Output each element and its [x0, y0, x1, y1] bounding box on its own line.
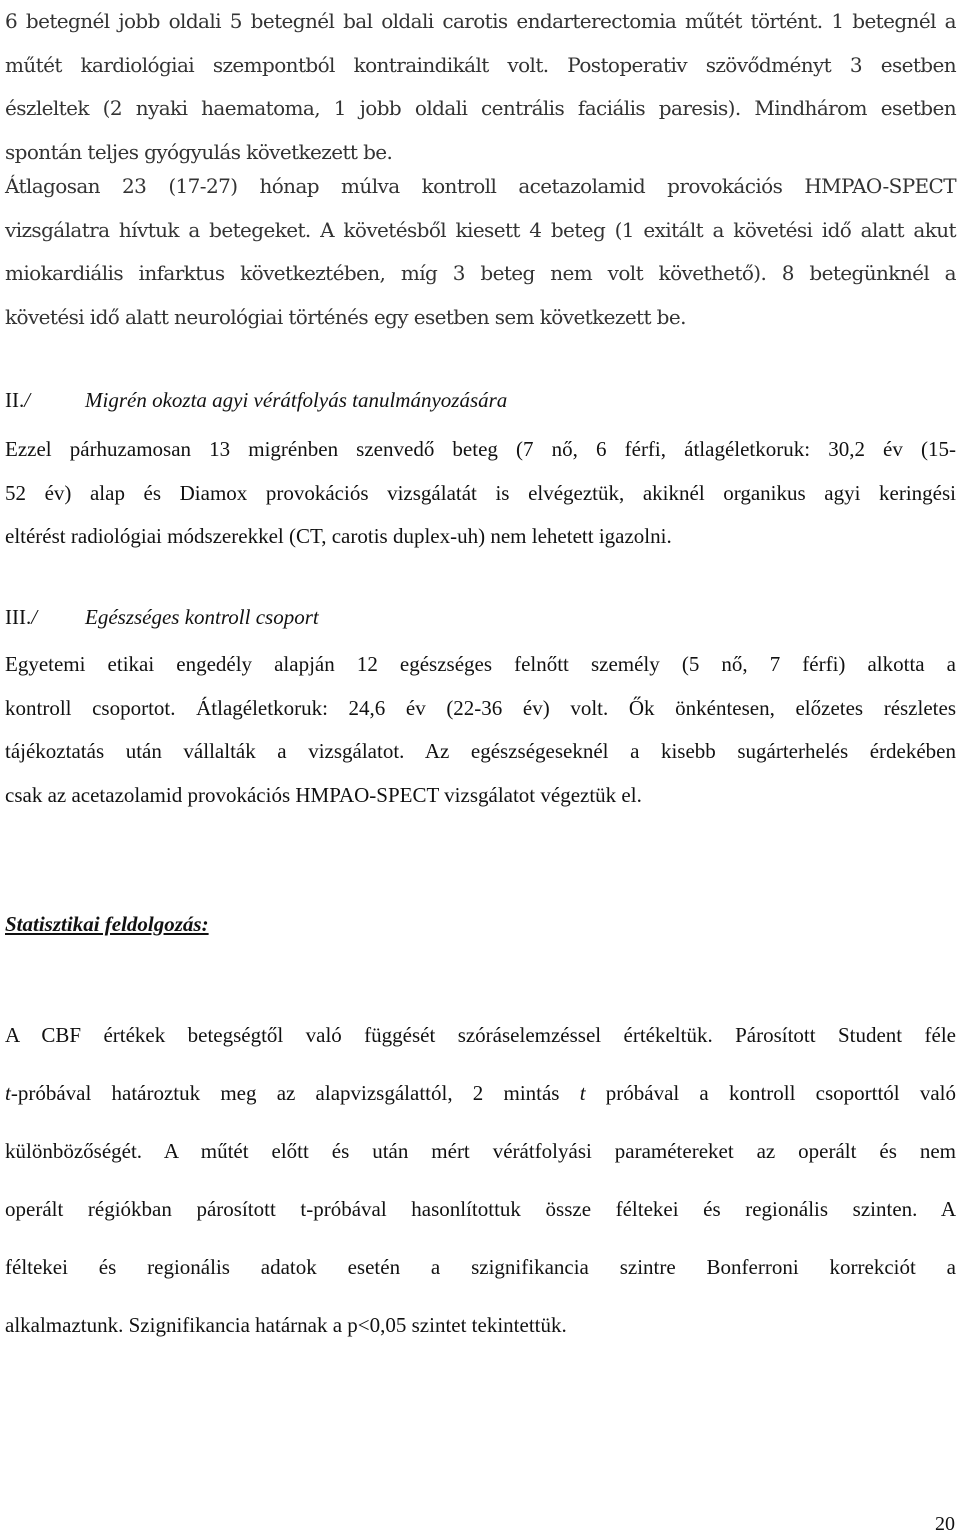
page-number: 20: [935, 1513, 955, 1535]
section-heading-migraine: [5, 388, 507, 413]
text-line: különbözőségét. A műtét előtt és után mért vérátfolyási paramétereket az operált és nem: [5, 1139, 956, 1163]
section-heading-control-group: [5, 605, 319, 630]
text-line: miokardiális infarktus következtében, míg 3 beteg nem volt követhető). 8 betegünknél a: [5, 261, 956, 286]
section-title: Migrén okozta agyi vérátfolyás tanulmányozására: [85, 388, 508, 412]
text-line: Átlagosan 23 (17-27) hónap múlva kontroll acetazolamid provokációs HMPAO-SPECT: [5, 174, 956, 198]
text-line: spontán teljes gyógyulás következett be.: [5, 139, 393, 164]
text-line: kontroll csoportot. Átlagéletkoruk: 24,6 év (22-36 év) volt. Ők önkéntesen, előzetes részletes: [5, 695, 956, 720]
text-line: eltérést radiológiai módszerekkel (CT, carotis duplex-uh) nem lehetett igazolni.: [5, 524, 672, 548]
text-line: vizsgálatra hívtuk a betegeket. A követésből kiesett 4 beteg (1 exitált a követési idő alatt akut: [5, 217, 956, 242]
section-title: Egészséges kontroll csoport: [85, 605, 319, 629]
text-line: Ezzel párhuzamosan 13 migrénben szenvedő beteg (7 nő, 6 férfi, átlagéletkoruk: 30,2 év (15-: [5, 437, 956, 461]
text-line: Egyetemi etikai engedély alapján 12 egészséges felnőtt személy (5 nő, 7 férfi) alkotta a: [5, 652, 956, 676]
text-line: operált régiókban párosított t-próbával hasonlítottuk össze féltekei és regionális szinten. A: [5, 1197, 956, 1221]
text-line: észleltek (2 nyaki haematoma, 1 jobb oldali centrális faciális paresis). Mindhárom esetben: [5, 96, 956, 120]
paragraph-control-group: [5, 643, 956, 817]
section-number: III./: [5, 605, 38, 629]
statistics-heading: Statisztikai feldolgozás:: [5, 912, 209, 936]
text-line: csak az acetazolamid provokációs HMPAO-SPECT vizsgálatot végeztük el.: [5, 782, 642, 807]
text-line: A CBF értékek betegségtől való függését szóráselemzéssel értékeltük. Párosított Student féle: [5, 1023, 956, 1047]
text-line: 6 betegnél jobb oldali 5 betegnél bal oldali carotis endarterectomia műtét történt. 1 betegnél a: [5, 9, 956, 33]
text-line: követési idő alatt neurológiai történés egy esetben sem következett be.: [5, 304, 686, 329]
text-line: műtét kardiológiai szempontból kontraindikált volt. Postoperativ szövődményt 3 esetben: [5, 52, 956, 77]
paragraph-follow-up: [5, 165, 956, 339]
text-line: 52 év) alap és Diamox provokációs vizsgálatát is elvégeztük, akiknél organikus agyi keringési: [5, 480, 956, 505]
paragraph-surgery-outcomes: [5, 0, 956, 174]
text-line: tájékoztatás után vállalták a vizsgálatot. Az egészségeseknél a kisebb sugárterhelés érdekében: [5, 739, 956, 763]
paragraph-migraine: [5, 428, 956, 559]
text-line: féltekei és regionális adatok esetén a szignifikancia szintre Bonferroni korrekciót a: [5, 1255, 956, 1279]
text-line: alkalmaztunk. Szignifikancia határnak a p<0,05 szintet tekintettük.: [5, 1313, 567, 1337]
section-number: II./: [5, 388, 31, 412]
paragraph-statistics: [5, 1006, 956, 1354]
text-line: t-próbával határoztuk meg az alapvizsgálattól, 2 mintás t próbával a kontroll csoporttól való: [5, 1081, 957, 1105]
